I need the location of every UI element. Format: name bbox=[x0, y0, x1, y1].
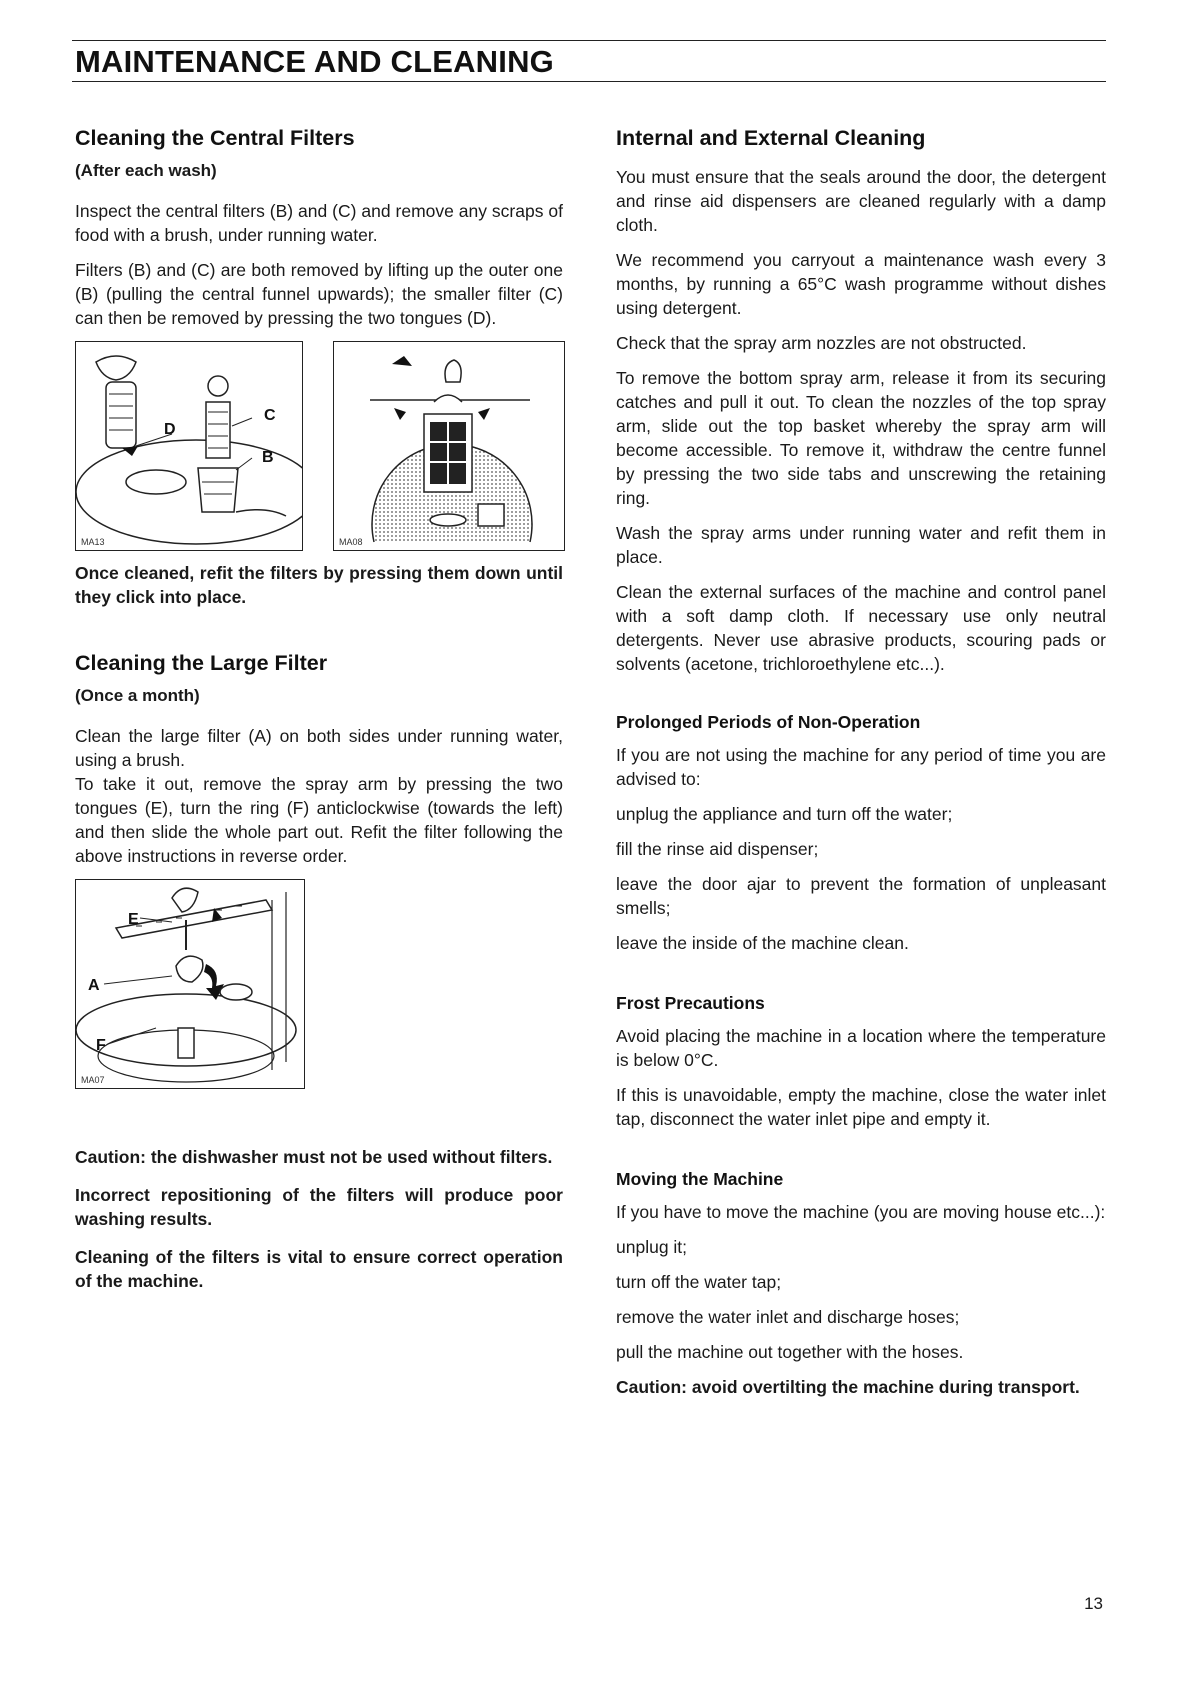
non-operation-intro: If you are not using the machine for any period of time you are advised to: bbox=[616, 745, 1106, 789]
non-operation-item-rinse-aid: fill the rinse aid dispenser; bbox=[616, 839, 819, 859]
internal-external-p1: You must ensure that the seals around the door, the detergent and rinse aid dispensers are cleaned regularly with a damp cloth. bbox=[616, 167, 1106, 235]
label-c: C bbox=[264, 407, 276, 424]
internal-external-p3: Check that the spray arm nozzles are not obstructed. bbox=[616, 333, 1027, 353]
filter-cautions bbox=[75, 1145, 563, 1293]
internal-external-p4: To remove the bottom spray arm, release it from its securing catches and pull it out. To clean the nozzles of the top spray arm, slide out the top basket whereby the spray arm will become accessible. To remove it, withdraw the centre funnel by pressing the two side tabs and unscrewing the retaining ring. bbox=[616, 368, 1106, 508]
moving-section bbox=[616, 1169, 1106, 1399]
internal-external-heading: Internal and External Cleaning bbox=[616, 126, 926, 150]
figure-code-ma13: MA13 bbox=[81, 537, 105, 547]
internal-external-p2: We recommend you carryout a maintenance wash every 3 months, by running a 65°C wash programme without dishes using detergent. bbox=[616, 250, 1106, 318]
large-filter-heading: Cleaning the Large Filter bbox=[75, 651, 328, 675]
right-column bbox=[616, 126, 1106, 1410]
label-f: F bbox=[96, 1037, 106, 1054]
moving-intro: If you have to move the machine (you are moving house etc...): bbox=[616, 1202, 1106, 1222]
central-filters-p2: Filters (B) and (C) are both removed by lifting up the outer one (B) (pulling the central funnel upwards); the smaller filter (C) can then be removed by pressing the two tongues (D). bbox=[75, 260, 563, 328]
caution-no-filters: Caution: the dishwasher must not be used without filters. bbox=[75, 1147, 553, 1167]
large-filter-section bbox=[75, 651, 563, 1089]
large-filter-illustration bbox=[76, 880, 304, 1088]
label-e: E bbox=[128, 911, 139, 928]
non-operation-section bbox=[616, 712, 1106, 955]
moving-item-hoses: remove the water inlet and discharge hoses; bbox=[616, 1307, 960, 1327]
label-b: B bbox=[262, 449, 274, 466]
label-a: A bbox=[88, 977, 100, 994]
central-filters-heading: Cleaning the Central Filters bbox=[75, 126, 355, 150]
figure-filter-removal bbox=[75, 341, 303, 551]
filter-removal-illustration bbox=[76, 342, 302, 550]
central-filters-frequency: (After each wash) bbox=[75, 161, 217, 180]
non-operation-item-clean: leave the inside of the machine clean. bbox=[616, 933, 909, 953]
moving-caution: Caution: avoid overtilting the machine during transport. bbox=[616, 1377, 1080, 1397]
page-title: MAINTENANCE AND CLEANING bbox=[75, 44, 554, 79]
central-filters-section bbox=[75, 126, 563, 609]
non-operation-item-unplug: unplug the appliance and turn off the water; bbox=[616, 804, 953, 824]
figure-large-filter bbox=[75, 879, 305, 1089]
moving-item-pull: pull the machine out together with the hoses. bbox=[616, 1342, 964, 1362]
title-underline bbox=[72, 81, 1106, 82]
frost-p2: If this is unavoidable, empty the machine, close the water inlet tap, disconnect the water inlet pipe and empty it. bbox=[616, 1085, 1106, 1129]
internal-external-p5: Wash the spray arms under running water and refit them in place. bbox=[616, 523, 1106, 567]
large-filter-p1: Clean the large filter (A) on both sides under running water, using a brush. bbox=[75, 726, 563, 770]
non-operation-heading: Prolonged Periods of Non-Operation bbox=[616, 712, 921, 732]
caution-vital-cleaning: Cleaning of the filters is vital to ensure correct operation of the machine. bbox=[75, 1247, 563, 1291]
large-filter-frequency: (Once a month) bbox=[75, 686, 200, 705]
frost-section bbox=[616, 993, 1106, 1131]
figure-code-ma08: MA08 bbox=[339, 537, 363, 547]
figure-code-ma07: MA07 bbox=[81, 1075, 105, 1085]
figure-funnel-removal bbox=[333, 341, 565, 551]
left-column bbox=[75, 126, 563, 1304]
large-filter-p2: To take it out, remove the spray arm by pressing the two tongues (E), turn the ring (F) anticlockwise (towards the left) and then slide the whole part out. Refit the filter following the above instructions in reverse order. bbox=[75, 774, 563, 866]
moving-item-unplug: unplug it; bbox=[616, 1237, 688, 1257]
moving-item-tap: turn off the water tap; bbox=[616, 1272, 782, 1292]
top-rule bbox=[72, 40, 1106, 41]
central-filters-p1: Inspect the central filters (B) and (C) and remove any scraps of food with a brush, under running water. bbox=[75, 201, 563, 245]
funnel-removal-illustration bbox=[334, 342, 564, 550]
moving-heading: Moving the Machine bbox=[616, 1169, 784, 1189]
page-number: 13 bbox=[1084, 1594, 1103, 1613]
caution-repositioning: Incorrect repositioning of the filters will produce poor washing results. bbox=[75, 1185, 563, 1229]
frost-p1: Avoid placing the machine in a location where the temperature is below 0°C. bbox=[616, 1026, 1106, 1070]
internal-external-p6: Clean the external surfaces of the machine and control panel with a soft damp cloth. If necessary use only neutral detergents. Never use abrasive products, scouring pads or solvents (acetone, trichloroethylene etc...). bbox=[616, 582, 1106, 674]
central-filters-figures bbox=[75, 341, 563, 551]
non-operation-item-door: leave the door ajar to prevent the formation of unpleasant smells; bbox=[616, 874, 1106, 918]
frost-heading: Frost Precautions bbox=[616, 993, 765, 1013]
refit-filters-note: Once cleaned, refit the filters by pressing them down until they click into place. bbox=[75, 563, 563, 607]
internal-external-section bbox=[616, 126, 1106, 676]
label-d: D bbox=[164, 421, 176, 438]
